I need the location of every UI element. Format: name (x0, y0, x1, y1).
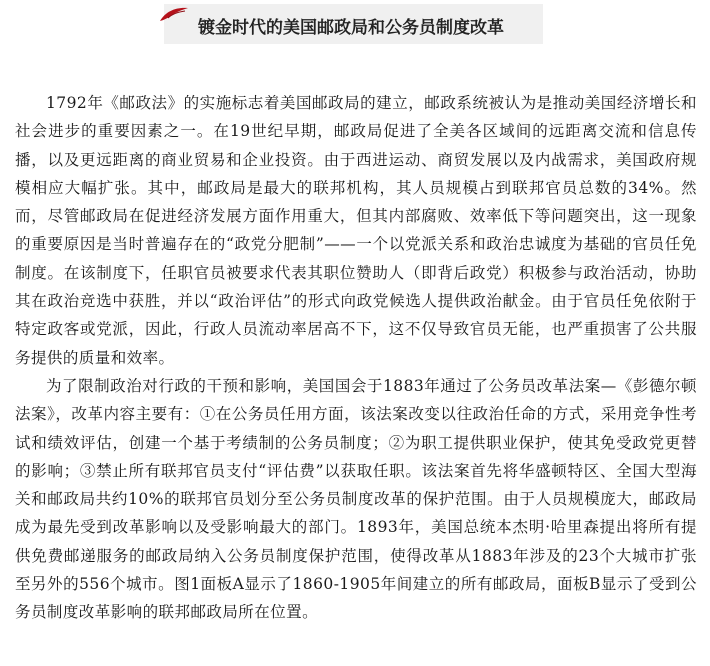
title-banner (164, 4, 543, 44)
paragraph: 1792年《邮政法》的实施标志着美国邮政局的建立，邮政系统被认为是推动美国经济增长和社会进步的重要因素之一。在19世纪早期，邮政局促进了全美各区域间的远距离交流和信息传播，以及更远距离的商业贸易和企业投资。由于西进运动、商贸发展以及内战需求，美国政府规模相应大幅扩张。其中，邮政局是最大的联邦机构，其人员规模占到联邦官员总数的34%。然而，尽管邮政局在促进经济发展方面作用重大，但其内部腐败、效率低下等问题突出，这一现象的重要原因是当时普遍存在的“政党分肥制”——一个以党派关系和政治忠诚度为基础的官员任免制度。在该制度下，任职官员被要求代表其职位赞助人（即背后政党）积极参与政治活动，协助其在政治竞选中获胜，并以“政治评估”的形式向政党候选人提供政治献金。由于官员任免依附于特定政客或党派，因此，行政人员流动率居高不下，这不仅导致官员无能，也严重损害了公共服务提供的质量和效率。 (15, 94, 697, 367)
article-body (15, 89, 697, 627)
brush-stroke-icon (158, 6, 190, 24)
paragraph: 为了限制政治对行政的干预和影响，美国国会于1883年通过了公务员改革法案—《彭德尔顿法案》，改革内容主要有：①在公务员任用方面，该法案改变以往政治任命的方式，采用竞争性考试和绩效评估，创建一个基于考绩制的公务员制度；②为职工提供职业保护，使其免受政党更替的影响；③禁止所有联邦官员支付“评估费”以获取任职。该法案首先将华盛顿特区、全国大型海关和邮政局共约10%的联邦官员划分至公务员制度改革的保护范围。由于人员规模庞大，邮政局成为最先受到改革影响以及受影响最大的部门。1893年，美国总统本杰明·哈里森提出将所有提供免费邮递服务的邮政局纳入公务员制度保护范围，使得改革从1883年涉及的23个大城市扩张至另外的556个城市。图1面板A显示了1860-1905年间建立的所有邮政局，面板B显示了受到公务员制度改革影响的联邦邮政局所在位置。 (15, 376, 697, 622)
page-title: 镀金时代的美国邮政局和公务员制度改革 (198, 18, 504, 38)
